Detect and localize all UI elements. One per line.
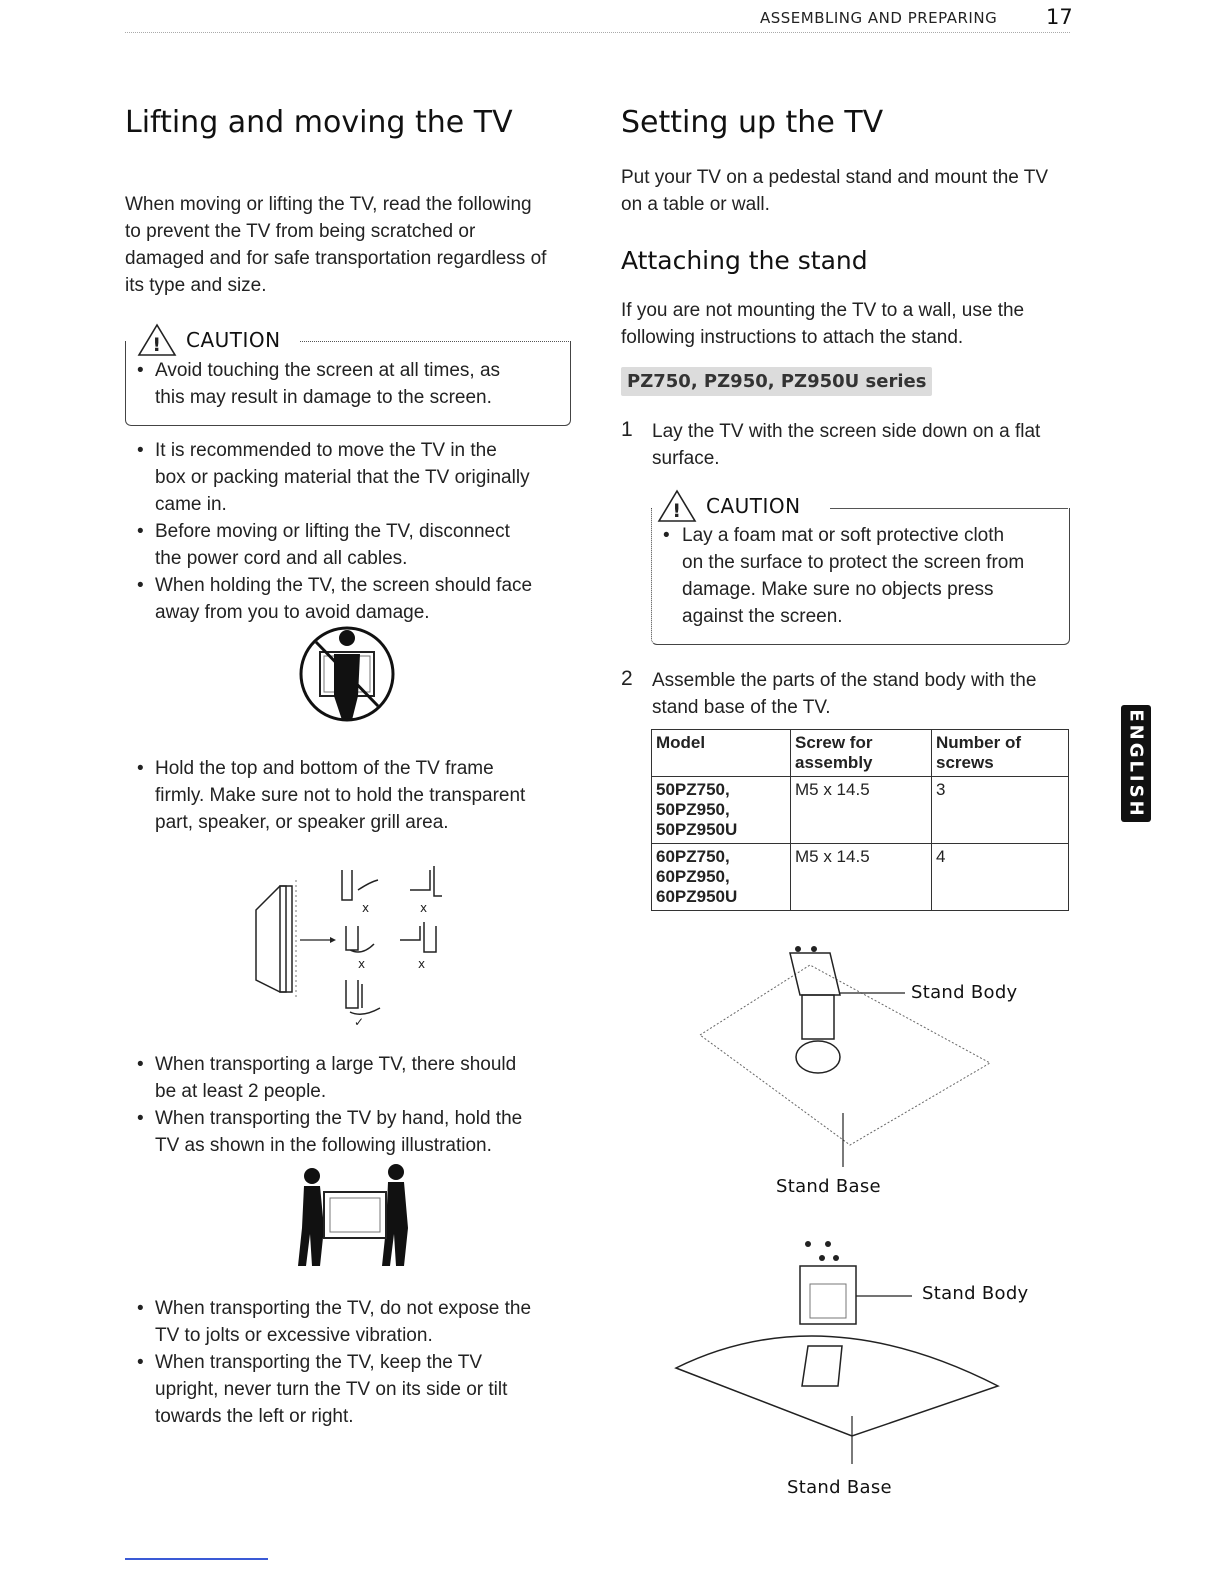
caution-line: damage. Make sure no objects press (682, 579, 994, 600)
count-cell: 4 (932, 844, 1069, 911)
intro-line: on a table or wall. (621, 194, 770, 215)
two-person-carry-illustration (296, 1162, 414, 1268)
caution-list (651, 522, 1061, 630)
list-item (125, 518, 575, 572)
setup-intro (621, 164, 1081, 218)
stand-assembly-figure-2 (672, 1236, 1002, 1468)
list-item (125, 357, 565, 411)
list-line: • When transporting the TV, do not expose the (155, 1298, 532, 1319)
list-line: firmly. Make sure not to hold the transparent (155, 785, 526, 806)
list-line: • It is recommended to move the TV in the (155, 440, 497, 461)
caution-line: • Avoid touching the screen at all times, as (155, 360, 501, 381)
intro-line: Put your TV on a pedestal stand and mount the TV (621, 167, 1049, 188)
table-row (652, 777, 1069, 844)
table-header-cell (652, 730, 791, 777)
list-item (125, 1105, 575, 1159)
model-text: 50PZ950, (656, 800, 730, 819)
header-text: screws (936, 753, 994, 772)
intro-line: to prevent the TV from being scratched or (125, 221, 476, 242)
header-text: Number of (936, 733, 1021, 752)
caution-list (125, 357, 565, 411)
model-cell (652, 844, 791, 911)
lifting-intro (125, 191, 575, 299)
prohibited-holding-illustration (296, 624, 398, 724)
holding-tips-list (125, 755, 575, 836)
step-number: 2 (621, 667, 633, 690)
list-item (651, 522, 1061, 630)
caution-line: on the surface to protect the screen from (682, 552, 1025, 573)
intro-line: When moving or lifting the TV, read the following (125, 194, 532, 215)
step-line: Lay the TV with the screen side down on a flat (652, 421, 1041, 442)
section-header: ASSEMBLING AND PREPARING (760, 9, 998, 27)
list-line: the power cord and all cables. (155, 548, 408, 569)
list-line: be at least 2 people. (155, 1081, 327, 1102)
list-line: TV to jolts or excessive vibration. (155, 1325, 433, 1346)
screw-spec-table (651, 729, 1069, 911)
header-text: Model (656, 733, 706, 752)
intro-line: following instructions to attach the stand. (621, 327, 964, 348)
warning-icon (136, 322, 178, 358)
svg-text:x: x (418, 957, 426, 971)
table-row (652, 844, 1069, 911)
model-cell (652, 777, 791, 844)
list-line: upright, never turn the TV on its side or tilt (155, 1379, 508, 1400)
svg-text:!: ! (152, 334, 162, 356)
label-stand-body: Stand Body (922, 1283, 1029, 1304)
caution-label: CAUTION (706, 494, 801, 518)
model-text: 60PZ750, (656, 847, 730, 866)
warning-icon (656, 488, 698, 524)
list-line: came in. (155, 494, 227, 515)
label-stand-base: Stand Base (776, 1176, 881, 1197)
caution-heading (136, 322, 289, 358)
svg-text:!: ! (672, 500, 682, 522)
list-line: • When transporting a large TV, there should (155, 1054, 517, 1075)
caution-line: this may result in damage to the screen. (155, 387, 492, 408)
intro-line: its type and size. (125, 275, 267, 296)
caution-line: against the screen. (682, 606, 843, 627)
header-text: assembly (795, 753, 873, 772)
table-header-cell (791, 730, 932, 777)
model-text: 60PZ950U (656, 887, 738, 906)
list-line: • When transporting the TV by hand, hold the (155, 1108, 523, 1129)
page-title-lifting: Lifting and moving the TV (125, 105, 513, 140)
caution-line: • Lay a foam mat or soft protective cloth (682, 525, 1005, 546)
language-tab (1121, 705, 1151, 822)
attaching-intro (621, 297, 1081, 351)
series-tag: PZ750, PZ950, PZ950U series (621, 367, 932, 396)
model-text: 50PZ950U (656, 820, 738, 839)
page-title-setting-up: Setting up the TV (621, 105, 884, 140)
svg-text:x: x (420, 901, 428, 915)
list-item (125, 1051, 575, 1105)
svg-text:x: x (362, 901, 370, 915)
screw-cell: M5 x 14.5 (791, 844, 932, 911)
list-line: towards the left or right. (155, 1406, 354, 1427)
label-stand-base: Stand Base (787, 1477, 892, 1498)
header-text: Screw for (795, 733, 873, 752)
subtitle-attaching-stand: Attaching the stand (621, 246, 868, 275)
intro-line: If you are not mounting the TV to a wall, use the (621, 300, 1025, 321)
transport-caution-list (125, 1295, 575, 1430)
step-number: 1 (621, 418, 633, 441)
list-item (125, 1295, 575, 1349)
stand-assembly-figure-1 (690, 945, 1000, 1175)
list-item (125, 1349, 575, 1430)
step-1-text (652, 418, 1072, 472)
list-line: part, speaker, or speaker grill area. (155, 812, 449, 833)
intro-line: damaged and for safe transportation regardless of (125, 248, 547, 269)
table-header-cell (932, 730, 1069, 777)
svg-text:x: x (358, 957, 366, 971)
caution-rule (300, 341, 569, 342)
list-item (125, 572, 575, 626)
step-line: stand base of the TV. (652, 697, 831, 718)
caution-label: CAUTION (186, 328, 281, 352)
page-number: 17 (1046, 5, 1073, 29)
step-line: Assemble the parts of the stand body with the (652, 670, 1037, 691)
transport-people-list (125, 1051, 575, 1159)
step-line: surface. (652, 448, 720, 469)
model-text: 50PZ750, (656, 780, 730, 799)
table-header-row (652, 730, 1069, 777)
list-line: box or packing material that the TV originally (155, 467, 530, 488)
list-line: • When transporting the TV, keep the TV (155, 1352, 483, 1373)
hand-position-illustration (250, 860, 450, 1030)
list-item (125, 437, 575, 518)
language-tab-label: ENGLISH (1125, 708, 1147, 819)
model-text: 60PZ950, (656, 867, 730, 886)
caution-heading (656, 488, 809, 524)
list-line: • Before moving or lifting the TV, disconnect (155, 521, 510, 542)
svg-text:✓: ✓ (354, 1015, 365, 1029)
bottom-rule (125, 1558, 268, 1560)
caution-rule (830, 508, 1068, 509)
screw-cell: M5 x 14.5 (791, 777, 932, 844)
list-line: TV as shown in the following illustration. (155, 1135, 492, 1156)
count-cell: 3 (932, 777, 1069, 844)
list-item (125, 755, 575, 836)
list-line: away from you to avoid damage. (155, 602, 430, 623)
moving-tips-list (125, 437, 575, 626)
step-2-text (652, 667, 1072, 721)
header-rule (125, 32, 1070, 33)
label-stand-body: Stand Body (911, 982, 1018, 1003)
list-line: • When holding the TV, the screen should face (155, 575, 533, 596)
list-line: • Hold the top and bottom of the TV frame (155, 758, 494, 779)
